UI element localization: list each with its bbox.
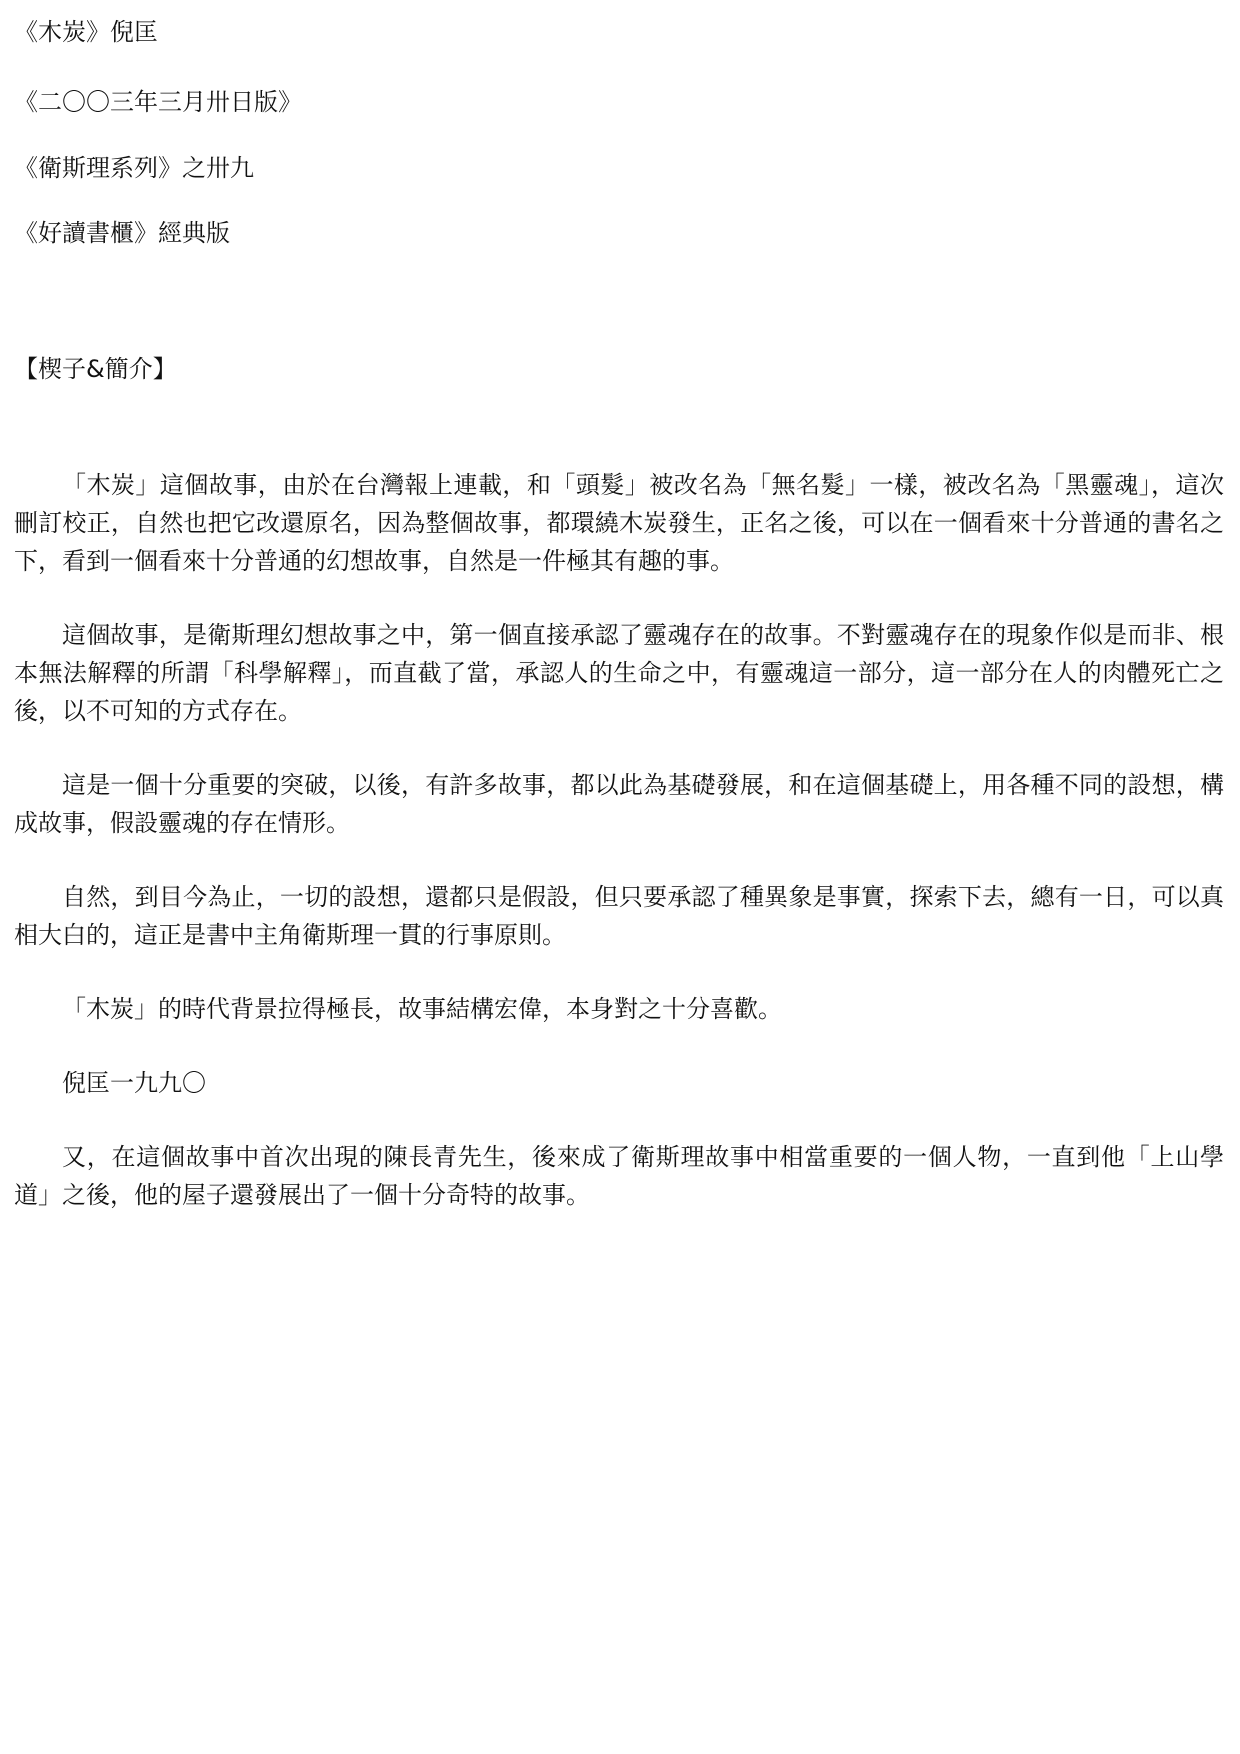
paragraph-2: 這個故事，是衛斯理幻想故事之中，第一個直接承認了靈魂存在的故事。不對靈魂存在的現象作似是而非、根本無法解釋的所謂「科學解釋」，而直截了當，承認人的生命之中，有靈魂這一部分，這一部分在人的肉體死亡之後，以不可知的方式存在。 — [14, 621, 1224, 725]
section-heading: 【楔子&簡介】 — [14, 355, 177, 383]
author-signature: 倪匡一九九〇 — [62, 1069, 206, 1097]
book-title-line: 《木炭》倪匡 — [14, 18, 158, 46]
paragraph-7: 又，在這個故事中首次出現的陳長青先生，後來成了衛斯理故事中相當重要的一個人物，一直到他「上山學道」之後，他的屋子還發展出了一個十分奇特的故事。 — [14, 1143, 1224, 1209]
paragraph-4: 自然，到目今為止，一切的設想，還都只是假設，但只要承認了種異象是事實，探索下去，總有一日，可以真相大白的，這正是書中主角衛斯理一貫的行事原則。 — [14, 883, 1224, 949]
paragraph-1: 「木炭」這個故事，由於在台灣報上連載，和「頭髮」被改名為「無名髮」一樣，被改名為「黑靈魂」，這次刪訂校正，自然也把它改還原名，因為整個故事，都環繞木炭發生，正名之後，可以在一個看來十分普通的書名之下，看到一個看來十分普通的幻想故事，自然是一件極其有趣的事。 — [14, 471, 1224, 575]
edition-date-line: 《二〇〇三年三月卅日版》 — [14, 88, 302, 116]
body-text — [14, 466, 1224, 1250]
publisher-line: 《好讀書櫃》經典版 — [14, 219, 230, 247]
series-line: 《衛斯理系列》之卅九 — [14, 154, 254, 182]
paragraph-3: 這是一個十分重要的突破，以後，有許多故事，都以此為基礎發展，和在這個基礎上，用各種不同的設想，構成故事，假設靈魂的存在情形。 — [14, 771, 1224, 837]
paragraph-5: 「木炭」的時代背景拉得極長，故事結構宏偉，本身對之十分喜歡。 — [62, 995, 782, 1023]
